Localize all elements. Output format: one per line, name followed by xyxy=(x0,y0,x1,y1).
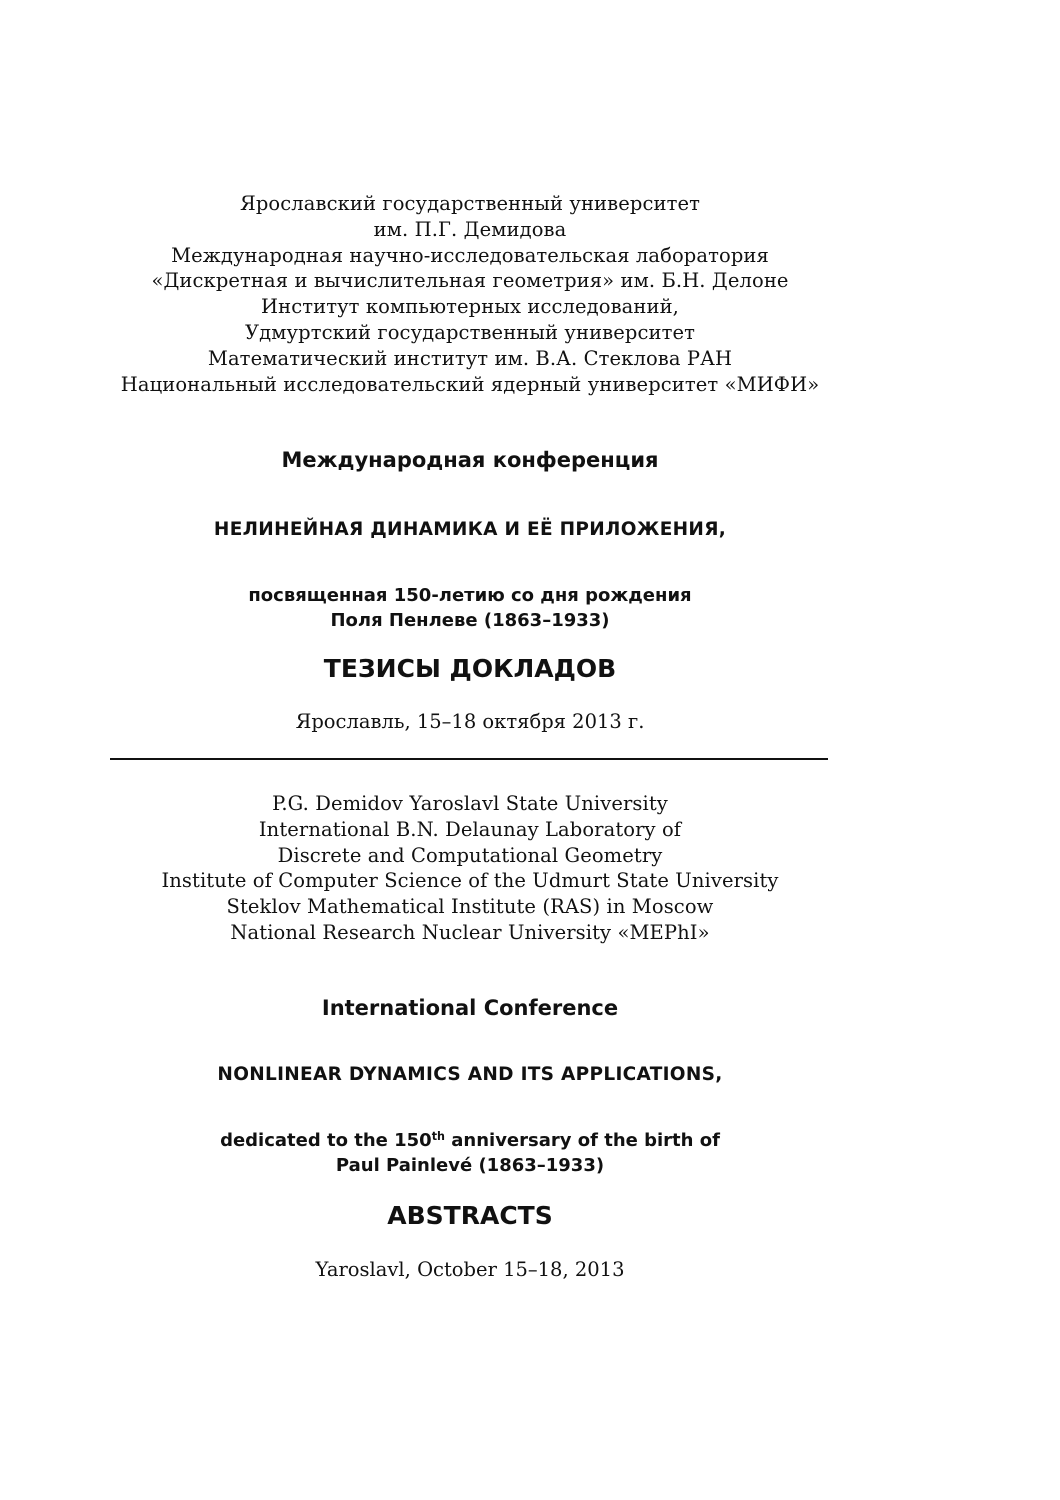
russian-affiliation-line: Математический институт им. В.А. Стеклова РАН xyxy=(207,346,733,370)
english-affiliation-line: Discrete and Computational Geometry xyxy=(277,843,663,867)
english-dedication-line-2: Paul Painlevé (1863–1933) xyxy=(335,1155,605,1176)
russian-affiliation-line: Ярославский государственный университет xyxy=(240,192,700,215)
english-affiliations xyxy=(110,791,830,946)
dedication-text-post: anniversary of the birth of xyxy=(444,1130,720,1151)
russian-affiliation-line: им. П.Г. Демидова xyxy=(373,217,567,241)
russian-conference-label: Международная конференция xyxy=(281,448,659,472)
russian-affiliation-line: Институт компьютерных исследований, xyxy=(261,295,679,319)
english-affiliation-line: Steklov Mathematical Institute (RAS) in Moscow xyxy=(226,895,714,919)
dedication-text-pre: dedicated to the 150 xyxy=(220,1130,432,1151)
english-affiliation-line: P.G. Demidov Yaroslavl State University xyxy=(272,792,668,815)
section-divider xyxy=(110,758,828,760)
english-dedication-line-1 xyxy=(110,1128,830,1153)
russian-affiliation-line: «Дискретная и вычислительная геометрия» им. Б.Н. Делоне xyxy=(151,269,789,293)
dedication-ordinal-suffix: th xyxy=(431,1129,445,1143)
english-dedication xyxy=(110,1128,830,1178)
english-heading: ABSTRACTS xyxy=(387,1201,553,1230)
russian-dedication-line-1: посвященная 150-летию со дня рождения xyxy=(248,585,692,606)
russian-conference-title: НЕЛИНЕЙНАЯ ДИНАМИКА И ЕЁ ПРИЛОЖЕНИЯ, xyxy=(213,519,727,540)
russian-place-date: Ярославль, 15–18 октября 2013 г. xyxy=(295,710,645,733)
english-affiliation-line: Institute of Computer Science of the Udmurt State University xyxy=(161,869,779,893)
russian-affiliation-line: Национальный исследовательский ядерный университет «МИФИ» xyxy=(120,372,820,396)
english-place-date: Yaroslavl, October 15–18, 2013 xyxy=(315,1258,625,1281)
russian-affiliation-line: Международная научно-исследовательская лаборатория xyxy=(171,243,769,267)
russian-heading: ТЕЗИСЫ ДОКЛАДОВ xyxy=(323,654,617,683)
english-conference-title: NONLINEAR DYNAMICS AND ITS APPLICATIONS, xyxy=(217,1064,723,1085)
english-affiliation-line: International B.N. Delaunay Laboratory of xyxy=(258,817,682,841)
russian-affiliations xyxy=(110,191,830,397)
russian-dedication-line-2: Поля Пенлеве (1863–1933) xyxy=(330,610,610,631)
english-affiliation-line: National Research Nuclear University «MEPhI» xyxy=(230,920,710,944)
russian-dedication xyxy=(110,583,830,633)
russian-affiliation-line: Удмуртский государственный университет xyxy=(244,320,695,344)
english-conference-label: International Conference xyxy=(321,996,619,1020)
